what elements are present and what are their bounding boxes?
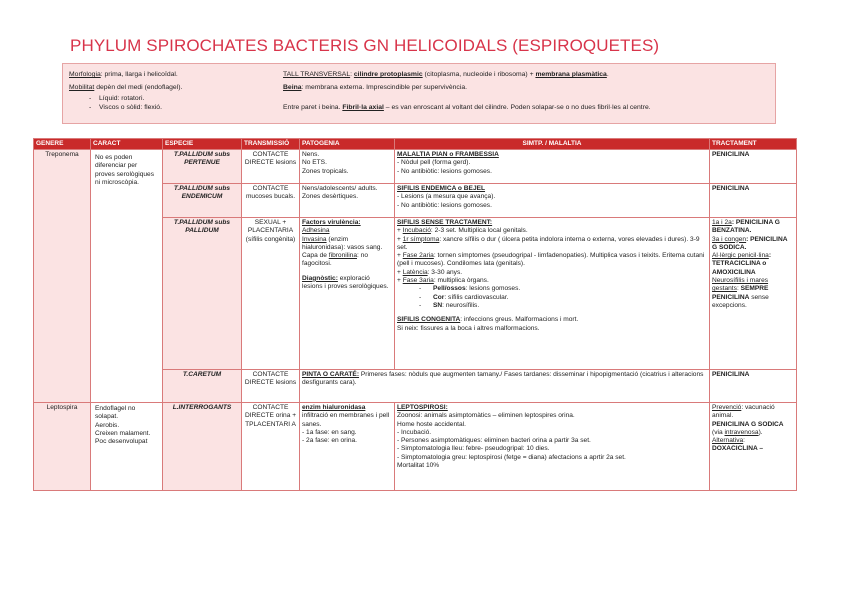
treat-label: Al·lèrgic penicil·lina: [712, 252, 769, 260]
sympt-title: LEPTOSPIROSI:: [397, 404, 448, 411]
tall-label: TALL TRANSVERSAL: [283, 71, 351, 78]
pat-line: Nens/adolescents/ adults.: [302, 185, 378, 192]
fase3-item-label: Cor: [433, 293, 445, 301]
spirochete-table: [33, 138, 797, 491]
caract-treponema: No es poden diferenciar per proves serològiques ni microscòpia.: [91, 150, 163, 403]
fase2-text: : tornen símptomes (pseudogripal - limfadenopaties). Multiplica vasos i teixits. Eritema cutani (pell i mucoses). Condilomes lata (genitals).: [397, 252, 705, 268]
tall-mid: (citoplasma, nucleoide i ribosoma) +: [422, 71, 536, 78]
info-left: [69, 71, 279, 112]
page-title: PHYLUM SPIROCHATES BACTERIS GN HELICOIDALS (ESPIROQUETES): [70, 36, 660, 55]
pat-line: infiltració en membranes i pell sanes.: [302, 412, 390, 428]
tall-colon: :: [350, 71, 354, 78]
pat-line: Zones desèrtiques.: [302, 193, 359, 201]
trans-carateum: CONTACTE DIRECTE lesions: [242, 370, 300, 403]
fase3-item: [397, 302, 707, 310]
treat-text: : TETRACICLINA o AMOXICILINA: [712, 252, 772, 276]
info-box: [62, 63, 776, 124]
genus-treponema: Treponema: [34, 150, 91, 403]
treat-text: : PENICILINA G BENZATINA.: [712, 219, 780, 235]
morfologia-label: Morfologia: [69, 71, 101, 78]
fase3-item-text: : lesions gomoses.: [465, 285, 521, 293]
pat-line: - 2a fase: en orina.: [302, 437, 357, 445]
info-right: [283, 71, 773, 113]
beina-text: : membrana externa. Imprescindible per supervivència.: [301, 83, 467, 91]
incubacio-label: Incubació: [402, 227, 431, 235]
treat-bold: DOXACICLINA –: [712, 445, 764, 453]
treat-pallidum: 1a i 2a: PENICILINA G BENZATINA. 3a i congen: PENICILINA G SODICA. Al·lèrgic penicil·lina: TETRACICLINA o AMOXICILINA Neurosífilis i mares gestants: SEMPRE PENICILINA sense excepcions.: [710, 218, 797, 370]
sympt-carateum: [300, 370, 710, 403]
sympt-pallidum: SIFILIS SENSE TRACTAMENT: + Incubació: 2-3 set. Multiplica local genitals. + 1r símptoma: xancre sífilis o dur ( úlcera petita indolora interna o externa, vores elevades i dures). 3-9 set. + Fase 2aria: tornen símptomes (pseudogripal - limfadenopaties). Multiplica vasos i teixits. Eritema cutani (pell i mucoses). Condilomes lata (genitals). + Latència: 3-30 anys. + Fase 3aria: multiplica òrgans. - Pell/ossos: lesions gomoses. - Cor: sífilis cardiovascular. - SN: neurosífilis. SIFILIS CONGENITA: infeccions greus. Malformacions i mort. Si neix: fissures a la boca i altres malformacions.: [395, 218, 710, 370]
header-especie: ESPECIE: [163, 139, 242, 150]
caract-line: Aerobis.: [95, 421, 120, 429]
latencia-label: Latència: [402, 268, 428, 276]
caract-line: Endoflagel no solapat.: [95, 405, 136, 421]
congenita-line: Si neix: fissures a la boca i altres malformacions.: [397, 324, 540, 332]
pat-line: Nens.: [302, 151, 320, 158]
species-interrogans: L.INTERROGANTS: [163, 403, 242, 491]
mobilitat-label: Mobilitat: [69, 83, 95, 91]
sympt-title: SIFILIS ENDEMICA o BEJEL: [397, 185, 486, 192]
sympt-line: - Incubació.: [397, 428, 432, 436]
pat-adhesina: Adhesina: [302, 227, 330, 235]
treat-text: ).: [758, 428, 763, 436]
pat-capa-link: fibronilina: [328, 252, 357, 260]
fase3-text: : multiplica òrgans.: [433, 277, 489, 285]
sympt-line: Mortalitat 10%: [397, 462, 440, 470]
fibril-label: Fibril·la axial: [342, 104, 384, 112]
pat-interrogans: [300, 403, 395, 491]
treat-bold: PENICILINA G SODICA: [712, 420, 784, 428]
treat-bold: SEMPRE PENICILINA: [712, 285, 769, 301]
mobilitat-item: - Líquid: rotatori.: [79, 95, 279, 104]
species-endemicum: T.PALLIDUM subs ENDEMICUM: [163, 184, 242, 218]
treat-text: :: [743, 437, 745, 445]
tall-bold-1: cilindre protoplasmic: [353, 71, 423, 78]
sympt-line: - Persones asimptomàtiques: eliminen bacteri orina a partir 3a set.: [397, 437, 591, 445]
fase3-item: [397, 285, 707, 293]
sympt-line: - Simptomatologia lleu: febre- pseudogripal: 10 dies.: [397, 445, 550, 453]
treat-carateum: PENICILINA: [710, 370, 797, 403]
sympt-line: - No antibiòtic: lesions gomoses.: [397, 201, 492, 209]
header-transmissio: TRANSMISSIÓ: [242, 139, 300, 150]
sympt-line: - No antibiòtic: lesions gomoses.: [397, 167, 492, 175]
beina-label: Beina: [283, 83, 302, 91]
pat-diag-label: Diagnòstic:: [302, 274, 338, 282]
trans-pallidum: SEXUAL + PLACENTARIA (sífilis congènita): [242, 218, 300, 370]
sympt-title: SIFILIS SENSE TRACTAMENT:: [397, 219, 493, 226]
mobilitat-item: - Viscos o sòlid: flexió.: [79, 104, 279, 113]
header-caract: CARACT: [91, 139, 163, 150]
treat-text: (via: [712, 428, 725, 436]
trans-endemicum: CONTACTE mucoses bucals.: [242, 184, 300, 218]
congenita-label: SIFILIS CONGENITA: [397, 316, 461, 324]
caract-line: Creixen malament.: [95, 429, 151, 437]
sympt-line: - Simptomatologia greu: leptospirosi (fetge = diana) afectacions a aprtir 2a set.: [397, 453, 626, 461]
trans-pertenue: CONTACTE DIRECTE lesions: [242, 150, 300, 184]
pat-pertenue: [300, 150, 395, 184]
genus-leptospira: Leptospira: [34, 403, 91, 491]
fase3-label: Fase 3aria: [402, 277, 434, 285]
species-carateum: T.CARETUM: [163, 370, 242, 403]
species-pertenue: T.PALLIDUM subs PERTENUE: [163, 150, 242, 184]
sympt-endemicum: [395, 184, 710, 218]
fase3-item-label: SN: [433, 301, 443, 309]
table-row: [34, 403, 797, 491]
header-patogenia: PATOGENIA: [300, 139, 395, 150]
tall-bold-2: membrana plasmàtica: [535, 71, 607, 78]
treat-label: Neurosífilis i mares gestants: [712, 277, 769, 293]
latencia-text: : 3-30 anys.: [427, 268, 463, 276]
mobilitat-text: depèn del medi (endoflagel).: [94, 83, 183, 91]
header-tractament: TRACTAMENT: [710, 139, 797, 150]
sympt-text: Primeres fases: nòduls que augmenten tamany./ Fases tardanes: disseminar i hipopigmentació (cicatrius i alteracions desfigurants cara).: [302, 371, 704, 387]
treat-text: : vacunació animal.: [712, 404, 775, 420]
caract-line: Poc desenvolupat: [95, 438, 148, 446]
trans-interrogans: CONTACTE DIRECTE orina + TPLACENTARI A: [242, 403, 300, 491]
fibril-text: – es van enroscant al voltant del cilindre. Poden solapar-se o no dues fibril·les al centre.: [383, 104, 651, 112]
morfologia-text: : prima, llarga i helicoïdal.: [100, 71, 178, 78]
pat-invasina-label: Invasina: [302, 235, 327, 243]
fase3-item-text: : sífilis cardiovascular.: [444, 293, 509, 301]
sympt-title: MALALTIA PIAN o FRAMBESSIA: [397, 151, 499, 158]
fase3-item: [397, 294, 707, 302]
pat-invasina-text: (enzim hialuronidasa): vasos sang.: [302, 235, 383, 251]
species-pallidum: T.PALLIDUM subs PALLIDUM: [163, 218, 242, 370]
sympt-line: Home hoste accidental.: [397, 420, 466, 428]
pat-pallidum: [300, 218, 395, 370]
treat-interrogans: [710, 403, 797, 491]
treat-label: Alternativa: [712, 437, 744, 445]
sympt-line: - Lesions (a mesura que avança).: [397, 193, 496, 201]
primer-simptoma-text: : xancre sífilis o dur ( úlcera petita indolora interna o externa, vores elevades i dures). 3-9 set.: [397, 235, 700, 251]
header-genere: GENERE: [34, 139, 91, 150]
pat-line: Zones tropicals.: [302, 167, 349, 175]
fase3-item-text: : neurosífilis.: [442, 301, 480, 309]
pat-diag-text: exploració lesions i proves serològiques.: [302, 274, 389, 291]
fibril-pre: Entre paret i beina.: [283, 104, 343, 112]
incubacio-text: : 2-3 set. Multiplica local genitals.: [430, 227, 528, 235]
table-header-row: [34, 139, 797, 150]
treat-via: intravenosa: [724, 428, 759, 436]
table-row: [34, 150, 797, 184]
pat-line: No ETS.: [302, 159, 327, 167]
fase2-label: Fase 2aria: [402, 252, 434, 260]
pat-capa-post: : no fagocitosi.: [302, 252, 368, 268]
treat-pertenue: PENICILINA: [710, 150, 797, 184]
treat-endemicum: PENICILINA: [710, 184, 797, 218]
sympt-line: - Nòdul pell (forma gerd).: [397, 159, 471, 167]
congenita-text: : infeccions greus. Malformacions i mort.: [460, 316, 579, 324]
treat-label: 3a i congen: [712, 235, 747, 243]
treat-text: : PENICILINA G SODICA.: [712, 235, 788, 251]
pat-line: - 1a fase: en sang.: [302, 428, 357, 436]
treat-label: 1a i 2a: [712, 219, 732, 226]
sympt-pertenue: [395, 150, 710, 184]
pat-capa-pre: Capa de: [302, 252, 329, 260]
treat-label: Prevenció: [712, 404, 742, 411]
pat-endemicum: [300, 184, 395, 218]
primer-simptoma-label: 1r símptoma: [402, 235, 440, 243]
pat-title: enzim hialuronidasa: [302, 404, 366, 411]
tall-end: .: [606, 71, 609, 78]
pat-title: Factors virulència:: [302, 219, 361, 226]
header-simptomes: SIMTP. / MALALTIA: [395, 139, 710, 150]
treat-text: sense excepcions.: [712, 293, 769, 309]
sympt-title: PINTA O CARATÉ:: [302, 371, 360, 378]
fase3-item-label: Pell/ossos: [433, 285, 466, 293]
caract-leptospira: [91, 403, 163, 491]
sympt-line: Zoonosi: animals asimptomàtics – eliminen leptospires orina.: [397, 412, 575, 420]
sympt-interrogans: [395, 403, 710, 491]
